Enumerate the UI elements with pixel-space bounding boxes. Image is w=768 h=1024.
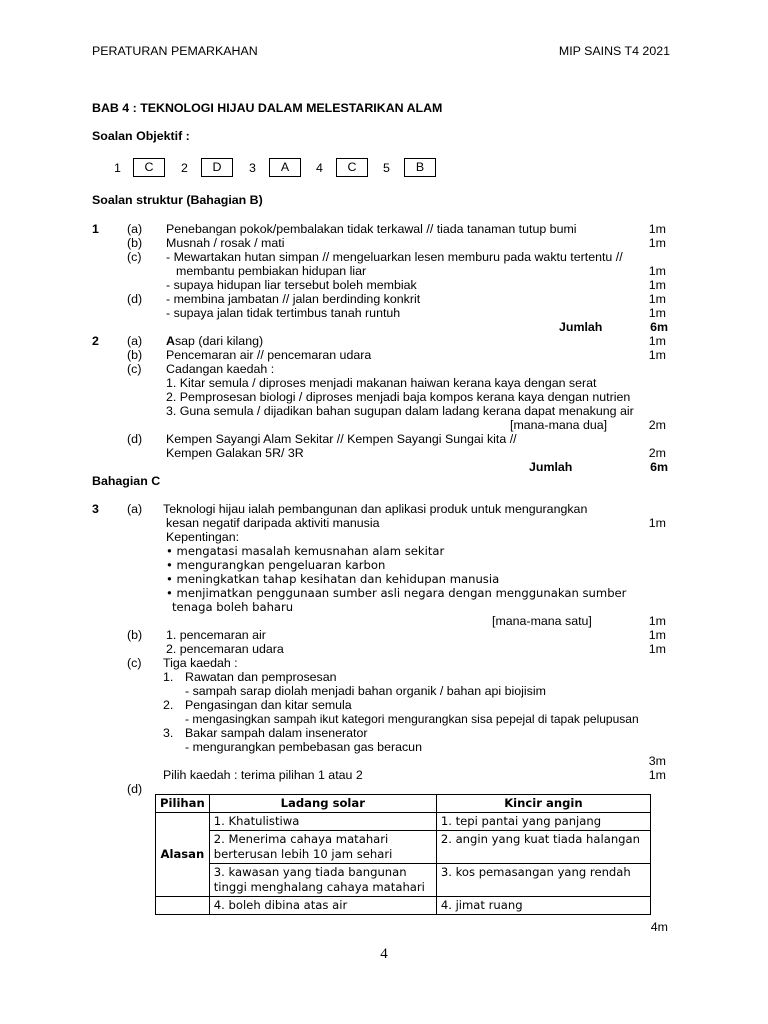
table-cell: 4. jimat ruang xyxy=(436,897,650,915)
mark: 1m xyxy=(648,642,666,656)
objective-title: Soalan Objektif : xyxy=(92,129,190,143)
part-label: (c) xyxy=(127,362,142,376)
part-label: (b) xyxy=(127,236,143,250)
mark: 1m xyxy=(648,306,666,320)
objective-number: 4 xyxy=(316,161,323,175)
answer-text: 1. pencemaran air xyxy=(166,628,266,642)
answer-text: Pencemaran air // pencemaran udara xyxy=(166,348,372,362)
table-cell: 4. boleh dibina atas air xyxy=(209,897,436,915)
list-item: tenaga boleh baharu xyxy=(172,600,294,614)
mark: 4m xyxy=(650,920,668,934)
table-row xyxy=(156,831,651,864)
mark: 1m xyxy=(648,628,666,642)
answer-text: membantu pembiakan hidupan liar xyxy=(176,264,367,278)
answer-text: - supaya jalan tidak tertimbus tanah runtuh xyxy=(166,306,401,320)
list-item: 1. Kitar semula / diproses menjadi makanan haiwan kerana kaya dengan serat xyxy=(166,376,597,390)
table-cell-empty xyxy=(156,897,210,915)
answer-text: - membina jambatan // jalan berdinding konkrit xyxy=(166,292,421,306)
mark: 1m xyxy=(648,292,666,306)
mark: 1m xyxy=(648,278,666,292)
table-cell: 3. kos pemasangan yang rendah xyxy=(436,864,650,897)
list-number: 1. xyxy=(163,670,174,684)
table-row xyxy=(156,864,651,897)
total-mark: 6m xyxy=(650,320,668,334)
list-item: • mengatasi masalah kemusnahan alam sekitar xyxy=(166,544,445,558)
table-header: Pilihan xyxy=(156,795,210,813)
table-header-row xyxy=(156,795,651,813)
part-label: (a) xyxy=(127,222,143,236)
objective-answer-box: A xyxy=(269,158,301,177)
answer-text: - Mewartakan hutan simpan // mengeluarkan lesen memburu pada waktu tertentu // xyxy=(166,250,623,264)
table-header: Ladang solar xyxy=(209,795,436,813)
note: [mana-mana satu] xyxy=(492,614,592,628)
objective-number: 1 xyxy=(114,161,121,175)
part-label: (d) xyxy=(127,432,143,446)
list-number: 3. xyxy=(163,726,174,740)
part-label: (d) xyxy=(127,782,143,796)
answer-text: - sampah sarap diolah menjadi bahan organik / bahan api biojisim xyxy=(185,684,546,698)
note: [mana-mana dua] xyxy=(510,418,608,432)
table-row xyxy=(156,897,651,915)
objective-answer-box: B xyxy=(404,158,436,177)
table-cell: 2. Menerima cahaya matahari berterusan lebih 10 jam sehari xyxy=(209,831,436,864)
importance-title: Kepentingan: xyxy=(166,530,240,544)
mark: 1m xyxy=(648,236,666,250)
mark: 1m xyxy=(648,348,666,362)
header-right: MIP SAINS T4 2021 xyxy=(558,44,670,58)
mark: 3m xyxy=(648,754,666,768)
part-label: (b) xyxy=(127,628,143,642)
list-number: 2. xyxy=(163,698,174,712)
total-label: Jumlah xyxy=(529,460,573,474)
answer-text: kesan negatif daripada aktiviti manusia xyxy=(166,516,380,530)
list-item: 3. Guna semula / dijadikan bahan sugupan dalam ladang kerana dapat menakung air xyxy=(166,404,634,418)
answer-text: Kempen Galakan 5R/ 3R xyxy=(166,446,304,460)
section-c-title: Bahagian C xyxy=(92,474,161,488)
mark: 1m xyxy=(648,222,666,236)
answer-text: Tiga kaedah : xyxy=(163,656,238,670)
table-row xyxy=(156,813,651,831)
part-label: (a) xyxy=(127,502,143,516)
mark: 1m xyxy=(648,768,666,782)
chapter-title: BAB 4 : TEKNOLOGI HIJAU DALAM MELESTARIKAN ALAM xyxy=(92,101,443,115)
answer-text: Kempen Sayangi Alam Sekitar // Kempen Sayangi Sungai kita // xyxy=(166,432,517,446)
objective-answer-box: C xyxy=(336,158,368,177)
page-number: 4 xyxy=(380,946,388,962)
answer-text: Bakar sampah dalam insenerator xyxy=(185,726,368,740)
answer-text: - mengurangkan pembebasan gas beracun xyxy=(185,740,422,754)
answer-text: Pengasingan dan kitar semula xyxy=(185,698,352,712)
answer-text: Cadangan kaedah : xyxy=(166,362,275,376)
total-mark: 6m xyxy=(650,460,668,474)
answer-text: Musnah / rosak / mati xyxy=(166,236,285,250)
part-label: (c) xyxy=(127,250,142,264)
objective-number: 3 xyxy=(249,161,256,175)
mark: 1m xyxy=(648,334,666,348)
mark: 1m xyxy=(648,614,666,628)
total-label: Jumlah xyxy=(559,320,603,334)
part-label: (a) xyxy=(127,334,143,348)
answer-text: Rawatan dan pemprosesan xyxy=(185,670,337,684)
comparison-table xyxy=(155,794,651,915)
list-item: • mengurangkan pengeluaran karbon xyxy=(166,558,386,572)
answer-text: 2. pencemaran udara xyxy=(166,642,284,656)
answer-text: Teknologi hijau ialah pembangunan dan aplikasi produk untuk mengurangkan xyxy=(163,502,588,516)
mark: 2m xyxy=(648,446,666,460)
answer-text xyxy=(166,334,263,348)
mark: 2m xyxy=(648,418,666,432)
part-label: (b) xyxy=(127,348,143,362)
answer-text: - mengasingkan sampah ikut kategori mengurangkan sisa pepejal di tapak pelupusan xyxy=(185,712,639,726)
objective-number: 2 xyxy=(181,161,188,175)
mark: 1m xyxy=(648,516,666,530)
table-header: Kincir angin xyxy=(436,795,650,813)
objective-answer-box: C xyxy=(133,158,165,177)
list-item: • menjimatkan penggunaan sumber asli negara dengan menggunakan sumber xyxy=(166,586,627,600)
answer-text: Pilih kaedah : terima pilihan 1 atau 2 xyxy=(163,768,363,782)
question-number: 3 xyxy=(92,502,99,516)
question-number: 2 xyxy=(92,334,99,348)
table-cell: 1. tepi pantai yang panjang xyxy=(436,813,650,831)
question-number: 1 xyxy=(92,222,99,236)
objective-number: 5 xyxy=(383,161,390,175)
part-label: (c) xyxy=(127,656,142,670)
table-cell: 2. angin yang kuat tiada halangan xyxy=(436,831,650,864)
table-cell: 3. kawasan yang tiada bangunan tinggi menghalang cahaya matahari xyxy=(209,864,436,897)
objective-answer-box: D xyxy=(201,158,233,177)
answer-text-rest: sap (dari kilang) xyxy=(174,334,264,348)
mark: 1m xyxy=(648,264,666,278)
part-label: (d) xyxy=(127,292,143,306)
list-item: • meningkatkan tahap kesihatan dan kehidupan manusia xyxy=(166,572,500,586)
section-b-title: Soalan struktur (Bahagian B) xyxy=(92,193,263,207)
row-label: Alasan xyxy=(156,813,210,897)
answer-text: Penebangan pokok/pembalakan tidak terkawal // tiada tanaman tutup bumi xyxy=(166,222,577,236)
answer-text-bold: A xyxy=(166,334,175,348)
header-left: PERATURAN PEMARKAHAN xyxy=(92,44,258,58)
table-cell: 1. Khatulistiwa xyxy=(209,813,436,831)
list-item: 2. Pemprosesan biologi / diproses menjadi baja kompos kerana kaya dengan nutrien xyxy=(166,390,631,404)
answer-text: - supaya hidupan liar tersebut boleh membiak xyxy=(166,278,417,292)
